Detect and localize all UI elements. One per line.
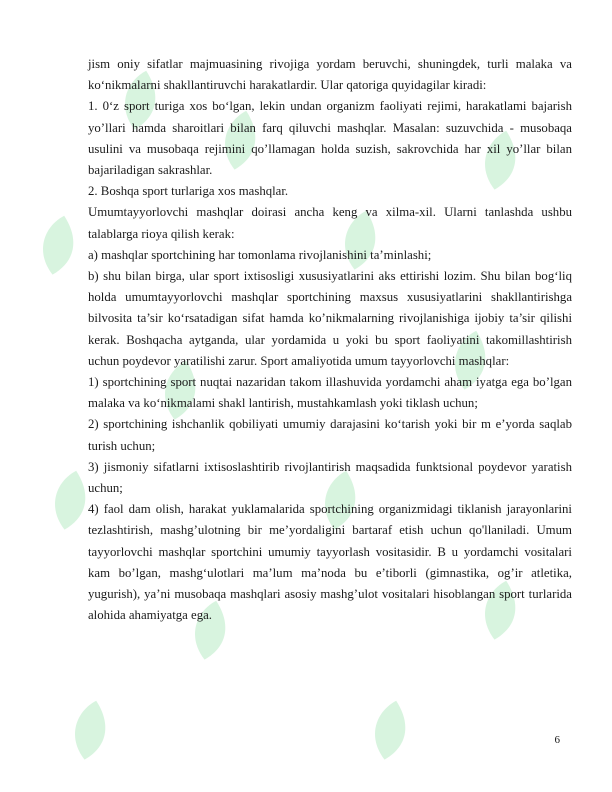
page-number: 6 — [554, 734, 560, 746]
paragraph: 1. 0‘z sport turiga xos bo‘lgan, lekin undan organizm faoliyati rejimi, harakatlami bajarish yo’llari hamda sharoitlari bilan farq qiluvchi mashqlar. Masalan: suzuvchida - musobaqa usulini va musobaqa rejimini qo’llamagan holda suzish, sakrovchida har xil yo’llar bilan bajariladigan sakrashlar. — [88, 99, 572, 178]
paragraph: b) shu bilan birga, ular sport ixtisosligi xususiyatlarini aks ettirishi lozim. Shu bilan bog‘liq holda umumtayyorlovchi mashqlar sportchining maxsus xususiyatlarini shakllantirishga bilvosita ta’sir ko‘rsatadigan sifat hamda ko’nikmalarning rivojlanishiga ijobiy ta’sir qilishi kerak. Boshqacha aytganda, ular yordamida u yoki bu sport faoliyatini takomillashtirish uchun poydevor yaratilishi zarur. Sport amaliyotida umum tayyorlovchi mashqlar: — [88, 269, 572, 368]
paragraph: 1) sportchining sport nuqtai nazaridan takom illashuvida yordamchi aham iyatga ega bo’lgan malaka va ko‘nikmalami shakl lantirish, mustahkamlash yoki tiklash uchun; — [88, 375, 572, 411]
watermark-icon — [347, 687, 434, 774]
paragraph: jism oniy sifatlar majmuasining rivojiga yordam beruvchi, shuningdek, turli malaka va ko‘nikmalarni shakllantiruvchi harakatlardir. Ular qatoriga quyidagilar kiradi: — [88, 57, 572, 93]
paragraph: 2) sportchining ishchanlik qobiliyati umumiy darajasini ko‘tarish yoki bir m e’yorda saqlab turish uchun; — [88, 417, 572, 453]
paragraph: a) mashqlar sportchining har tomonlama rivojlanishini ta’minlashi; — [88, 247, 432, 262]
page-body — [88, 54, 572, 626]
paragraph: 3) jismoniy sifatlarni ixtisoslashtirib rivojlantirish maqsadida funktsional poydevor yaratish uchun; — [88, 459, 572, 496]
watermark-icon — [47, 687, 134, 774]
paragraph: Umumtayyorlovchi mashqlar doirasi ancha keng va xilma-xil. Ularni tanlashda ushbu talablarga rioya qilish kerak: — [88, 205, 572, 241]
paragraph: 4) faol dam olish, harakat yuklamalarida sportchining organizmidagi tiklanish jarayonlarini tezlashtirish, mashg’ulotning bir me’yordaligini bartaraf etish uchun qo'llaniladi. Umum tayyorlovchi mashqlar sportchini umumiy tayyorlash vositasidir. B u yordamchi vositalari kam bo’lgan, mashg‘ulotlari ma’lum ma’noda bu e’tiborli (gimnastika, og’ir atletika, yugurish), ya’ni musobaqa mashqlari asosiy mashg’ulot vositalari hisoblangan sport turlarida alohida ahamiyatga ega. — [88, 502, 572, 623]
paragraph: 2. Boshqa sport turlariga xos mashqlar. — [88, 184, 289, 199]
